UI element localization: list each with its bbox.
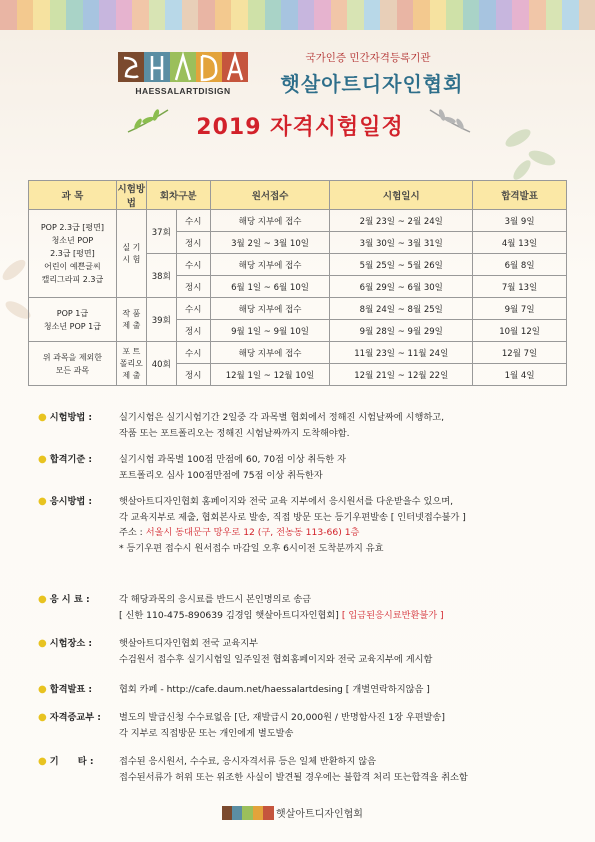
bullet-icon: ● (38, 638, 47, 649)
stripe (546, 0, 563, 30)
stripe (364, 0, 381, 30)
round-cell: 39회 (146, 298, 176, 342)
subject-line: 모든 과목 (55, 365, 90, 375)
info-label: ● 응 시 료 : (38, 594, 90, 605)
bullet-icon: ● (38, 712, 47, 723)
account-line (119, 608, 595, 624)
subject-cell (29, 210, 117, 298)
stripe (496, 0, 513, 30)
info-line: 각 해당과목의 응시료를 반드시 본인명의로 송금 (119, 594, 312, 605)
stripe (298, 0, 315, 30)
info-label: ● 합격발표 : (38, 684, 93, 695)
top-color-stripes (0, 0, 595, 30)
exam-schedule-table (28, 180, 567, 386)
account-text: [ 신한 110-475-890639 김경임 햇살아트디자인협회] (119, 609, 339, 621)
method-line: 제 출 (122, 370, 141, 380)
info-note: * 등기우편 접수시 원서접수 마감일 오후 6시이전 도착분까지 유효 (119, 542, 384, 554)
bullet-icon: ● (38, 756, 47, 767)
exam-cell: 8월 24일 ~ 8월 25일 (330, 298, 473, 320)
info-line: 햇살아트디자인협회 전국 교육지부 (119, 638, 258, 649)
page-title: 2019 자격시험일정 (196, 115, 404, 140)
table-row (29, 210, 567, 232)
info-body (119, 710, 595, 741)
result-cell: 7월 13일 (473, 276, 567, 298)
info-line: 접수된서류가 허위 또는 위조한 사실이 발견될 경우에는 불합격 처리 또는합격을 취소함 (119, 771, 468, 783)
apply-cell: 3월 2일 ~ 3월 10일 (210, 232, 330, 254)
result-cell: 6월 8일 (473, 254, 567, 276)
stripe (165, 0, 182, 30)
info-line: 각 교육지부로 제출, 협회본사로 발송, 직접 방문 또는 등기우편발송 [ 인터넷접수불가 ] (119, 511, 466, 523)
stripe (17, 0, 34, 30)
subject-line: 청소년 POP 1급 (43, 321, 101, 331)
method-line: 작 품 (122, 308, 141, 318)
info-line[interactable]: 협회 카페 - http://cafe.daum.net/haessalartdesing [ 개별연락하지않음 ] (119, 684, 430, 695)
exam-cell: 12월 21일 ~ 12월 22일 (330, 364, 473, 386)
subject-line: 캘리그라피 2.3급 (41, 275, 104, 284)
bullet-icon: ● (38, 594, 47, 605)
exam-cell: 9월 28일 ~ 9월 29일 (330, 320, 473, 342)
header-exam-date: 시험일시 (330, 181, 473, 210)
stripe (579, 0, 595, 30)
exam-cell: 11월 23일 ~ 11월 24일 (330, 342, 473, 364)
stripe (99, 0, 116, 30)
info-line: 햇살아트디자인협회 홈페이지와 전국 교육 지부에서 응시원서를 다운받을수 있으며, (119, 496, 453, 507)
stripe (182, 0, 199, 30)
type-cell: 정시 (176, 320, 210, 342)
stripe (446, 0, 463, 30)
method-cell (116, 210, 146, 298)
info-label: ● 자격증교부 : (38, 712, 101, 723)
footer-association-name: 햇살아트디자인협회 (276, 809, 363, 820)
address-text: 서울시 동대문구 망우로 12 (구, 전농동 113-66) 1층 (145, 527, 360, 538)
header-round: 회차구분 (146, 181, 210, 210)
bullet-icon: ● (38, 454, 47, 465)
method-line: 제 출 (122, 320, 141, 330)
result-cell: 12월 7일 (473, 342, 567, 364)
stripe (33, 0, 50, 30)
stripe (281, 0, 298, 30)
exam-cell: 3월 30일 ~ 3월 31일 (330, 232, 473, 254)
subject-line: 2.3급 [평면] (50, 249, 95, 258)
apply-cell: 해당 지부에 접수 (210, 210, 330, 232)
info-body (119, 636, 595, 667)
stripe (479, 0, 496, 30)
apply-cell: 해당 지부에 접수 (210, 254, 330, 276)
stripe (463, 0, 480, 30)
stripe (347, 0, 364, 30)
type-cell: 정시 (176, 364, 210, 386)
method-line: 시 험 (122, 254, 141, 264)
stripe (380, 0, 397, 30)
stripe (116, 0, 133, 30)
stripe (50, 0, 67, 30)
method-line: 폴리오 (119, 358, 143, 368)
exam-cell: 6월 29일 ~ 6월 30일 (330, 276, 473, 298)
info-line: 실기시험 과목별 100점 만점에 60, 70점 이상 취득한 자 (119, 454, 346, 465)
subject-cell (29, 342, 117, 386)
info-body (119, 410, 595, 441)
stripe (198, 0, 215, 30)
method-line: 실 기 (122, 242, 141, 252)
info-line: 별도의 발급신청 수수료없음 [단, 재발급시 20,000원 / 반명함사진 1장 우편발송] (119, 712, 445, 723)
round-cell: 37회 (146, 210, 176, 254)
leaf-decoration-icon (498, 118, 568, 188)
info-label: ● 합격기준 : (38, 454, 93, 465)
exam-cell: 2월 23일 ~ 2월 24일 (330, 210, 473, 232)
info-label: ● 기 타 : (38, 756, 94, 767)
stripe (0, 0, 17, 30)
info-label: ● 응시방법 : (38, 496, 93, 507)
type-cell: 정시 (176, 232, 210, 254)
stripe (512, 0, 529, 30)
result-cell: 1월 4일 (473, 364, 567, 386)
exam-cell: 5월 25일 ~ 5월 26일 (330, 254, 473, 276)
apply-cell: 9월 1일 ~ 9월 10일 (210, 320, 330, 342)
header-apply: 원서접수 (210, 181, 330, 210)
subject-line: 청소년 POP (51, 236, 94, 245)
bullet-icon: ● (38, 496, 47, 507)
certification-text: 국가인증 민간자격등록기관 (305, 52, 431, 64)
type-cell: 수시 (176, 298, 210, 320)
info-label: ● 시험장소 : (38, 638, 93, 649)
result-cell: 4월 13일 (473, 232, 567, 254)
address-line: 주소 : 서울시 동대문구 망우로 12 (구, 전농동 113-66) 1층 (119, 527, 360, 538)
table-row (29, 342, 567, 364)
haessal-logo-icon (118, 50, 248, 84)
stripe (231, 0, 248, 30)
stripe (83, 0, 100, 30)
type-cell: 수시 (176, 210, 210, 232)
stripe (430, 0, 447, 30)
info-body (119, 452, 595, 483)
round-cell: 38회 (146, 254, 176, 298)
logo-wordmark: HAESSALARTDISIGN (135, 86, 231, 96)
subject-line: 어린이 예쁜글씨 (44, 262, 101, 271)
bullet-icon: ● (38, 684, 47, 695)
stripe (562, 0, 579, 30)
method-line: 포 트 (122, 346, 141, 356)
result-cell: 3월 9일 (473, 210, 567, 232)
info-line: 실기시험은 실기시험기간 2일중 각 과목별 협회에서 정해진 시험날짜에 시행하고, (119, 412, 445, 423)
info-label: ● 시험방법 : (38, 412, 93, 423)
stripe (66, 0, 83, 30)
header-result: 합격발표 (473, 181, 567, 210)
subject-line: POP 1급 (56, 308, 89, 318)
info-body (119, 494, 595, 556)
table-row (29, 298, 567, 320)
result-cell: 9월 7일 (473, 298, 567, 320)
apply-cell: 해당 지부에 접수 (210, 342, 330, 364)
type-cell: 수시 (176, 254, 210, 276)
stripe (248, 0, 265, 30)
bullet-icon: ● (38, 412, 47, 423)
stripe (265, 0, 282, 30)
info-line: 포트폴리오 심사 100점만점에 75점 이상 취득한자 (119, 469, 323, 481)
method-cell (116, 298, 146, 342)
table-header-row (29, 181, 567, 210)
stripe (149, 0, 166, 30)
method-cell (116, 342, 146, 386)
header-subject: 과 목 (29, 181, 117, 210)
stripe (397, 0, 414, 30)
result-cell: 10월 12일 (473, 320, 567, 342)
stripe (132, 0, 149, 30)
association-name: 햇살아트디자인협회 (280, 72, 464, 96)
footer-logo-icon (222, 806, 274, 820)
stripe (314, 0, 331, 30)
subject-cell (29, 298, 117, 342)
subject-line: POP 2.3급 [평면] (40, 223, 105, 232)
info-body (119, 754, 595, 785)
header-method: 시험방법 (116, 181, 146, 210)
stripe (413, 0, 430, 30)
info-line: 접수된 응시원서, 수수료, 응시자격서류 등은 일체 반환하지 않음 (119, 756, 377, 767)
info-line: 작품 또는 포트폴리오는 정해진 시험날짜까지 도착해야함. (119, 427, 350, 439)
apply-cell: 해당 지부에 접수 (210, 298, 330, 320)
apply-cell: 6월 1일 ~ 6월 10일 (210, 276, 330, 298)
type-cell: 수시 (176, 342, 210, 364)
refund-notice: [ 입금된응시료반환불가 ] (341, 609, 444, 621)
round-cell: 40회 (146, 342, 176, 386)
info-line: 각 지부로 직접방문 또는 개인에게 별도발송 (119, 727, 294, 739)
stripe (331, 0, 348, 30)
stripe (529, 0, 546, 30)
apply-cell: 12월 1일 ~ 12월 10일 (210, 364, 330, 386)
type-cell: 정시 (176, 276, 210, 298)
stripe (215, 0, 232, 30)
subject-line: 위 과목을 제외한 (42, 352, 103, 362)
info-line: 수검원서 접수후 실기시험일 일주일전 협회홈페이지와 전국 교육지부에 게시함 (119, 653, 433, 665)
info-body (119, 592, 595, 623)
info-body (119, 682, 595, 698)
